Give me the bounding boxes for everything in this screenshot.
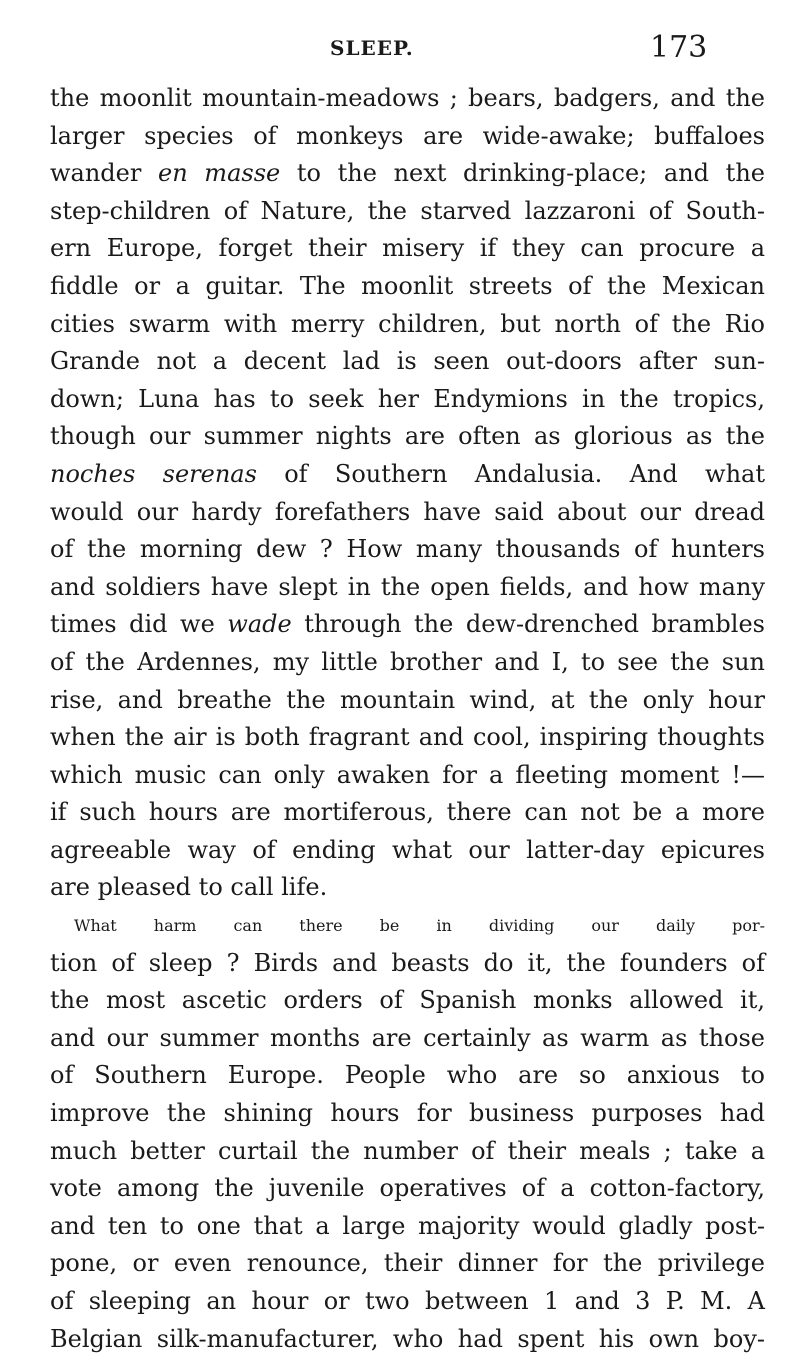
text-line (50, 869, 765, 907)
text-run: tion of sleep ? Birds and beasts do it, the founders of (50, 948, 765, 977)
text-run: What harm can there be in dividing our daily por- (74, 916, 765, 936)
text-run: of Southern Andalusia. And what (256, 459, 766, 488)
text-run: and soldiers have slept in the open fields, and how many (50, 572, 765, 601)
text-line (50, 268, 765, 306)
italic-phrase: noches serenas (50, 459, 257, 488)
text-run: much better curtail the number of their meals ; take a (50, 1136, 765, 1165)
text-line (50, 456, 765, 494)
text-body (50, 80, 765, 1358)
text-run: of the morning dew ? How many thousands of hunters (50, 535, 765, 564)
text-run: which music can only awaken for a fleeting moment !— (50, 760, 765, 789)
text-line (50, 945, 765, 983)
italic-phrase: wade (227, 610, 292, 639)
text-run: improve the shining hours for business purposes had (50, 1099, 765, 1128)
text-line (50, 306, 765, 344)
text-line (50, 1095, 765, 1133)
text-run: though our summer nights are often as glorious as the (50, 422, 765, 451)
text-line (50, 1321, 765, 1358)
text-line (50, 794, 765, 832)
italic-phrase: en masse (158, 159, 281, 188)
text-line (50, 155, 765, 193)
text-run: to the next drinking-place; and the (280, 159, 765, 188)
text-line (50, 907, 765, 945)
text-run: cities swarm with merry children, but north of the Rio (50, 309, 765, 338)
text-run: the moonlit mountain-meadows ; bears, badgers, and the (50, 84, 765, 112)
running-head (0, 28, 800, 68)
text-run: the most ascetic orders of Spanish monks allowed it, (50, 986, 765, 1015)
text-line (50, 1020, 765, 1058)
text-run: fiddle or a guitar. The moonlit streets of the Mexican (50, 271, 765, 300)
text-run: are pleased to call life. (50, 873, 328, 902)
text-run: wander (50, 159, 158, 188)
text-line (50, 418, 765, 456)
text-run: of Southern Europe. People who are so anxious to (50, 1061, 765, 1090)
text-line (50, 494, 765, 532)
text-run: step-children of Nature, the starved lazzaroni of South- (50, 196, 765, 225)
text-run: pone, or even renounce, their dinner for the privilege (50, 1249, 765, 1278)
text-run: down; Luna has to seek her Endymions in the tropics, (50, 384, 765, 413)
text-run: vote among the juvenile operatives of a cotton-factory, (50, 1174, 765, 1203)
text-line (50, 682, 765, 720)
text-run: of the Ardennes, my little brother and I, to see the sun (50, 647, 765, 676)
text-line (50, 1283, 765, 1321)
text-run: through the dew-drenched brambles (291, 610, 765, 639)
text-line (50, 381, 765, 419)
text-line (50, 1170, 765, 1208)
text-line (50, 606, 765, 644)
text-run: rise, and breathe the mountain wind, at the only hour (50, 685, 765, 714)
text-line (50, 193, 765, 231)
text-line (50, 719, 765, 757)
text-line (50, 1245, 765, 1283)
text-line (50, 1057, 765, 1095)
text-line (50, 1133, 765, 1171)
text-run: and our summer months are certainly as warm as those (50, 1023, 765, 1052)
running-title: SLEEP. (330, 36, 414, 60)
text-line (50, 569, 765, 607)
text-line (50, 343, 765, 381)
text-line (50, 982, 765, 1020)
text-run: if such hours are mortiferous, there can not be a more (50, 798, 765, 827)
text-line (50, 80, 765, 118)
text-run: times did we (50, 610, 228, 639)
text-line (50, 757, 765, 795)
text-run: and ten to one that a large majority would gladly post- (50, 1211, 765, 1240)
text-line (50, 832, 765, 870)
text-run: when the air is both fragrant and cool, inspiring thoughts (50, 723, 765, 752)
text-line (50, 644, 765, 682)
text-run: Belgian silk-manufacturer, who had spent his own boy- (50, 1324, 765, 1353)
text-line (50, 118, 765, 156)
text-run: of sleeping an hour or two between 1 and 3 P. M. A (50, 1287, 765, 1315)
text-run: would our hardy forefathers have said about our dread (50, 497, 765, 526)
text-run: Grande not a decent lad is seen out-doors after sun- (50, 347, 765, 376)
text-line (50, 1208, 765, 1246)
text-run: agreeable way of ending what our latter-day epicures (50, 835, 765, 864)
text-run: larger species of monkeys are wide-awake; buffaloes (50, 121, 765, 150)
text-line (50, 531, 765, 569)
page-number: 173 (650, 30, 708, 65)
text-run: ern Europe, forget their misery if they can procure a (50, 234, 765, 263)
text-line (50, 230, 765, 268)
